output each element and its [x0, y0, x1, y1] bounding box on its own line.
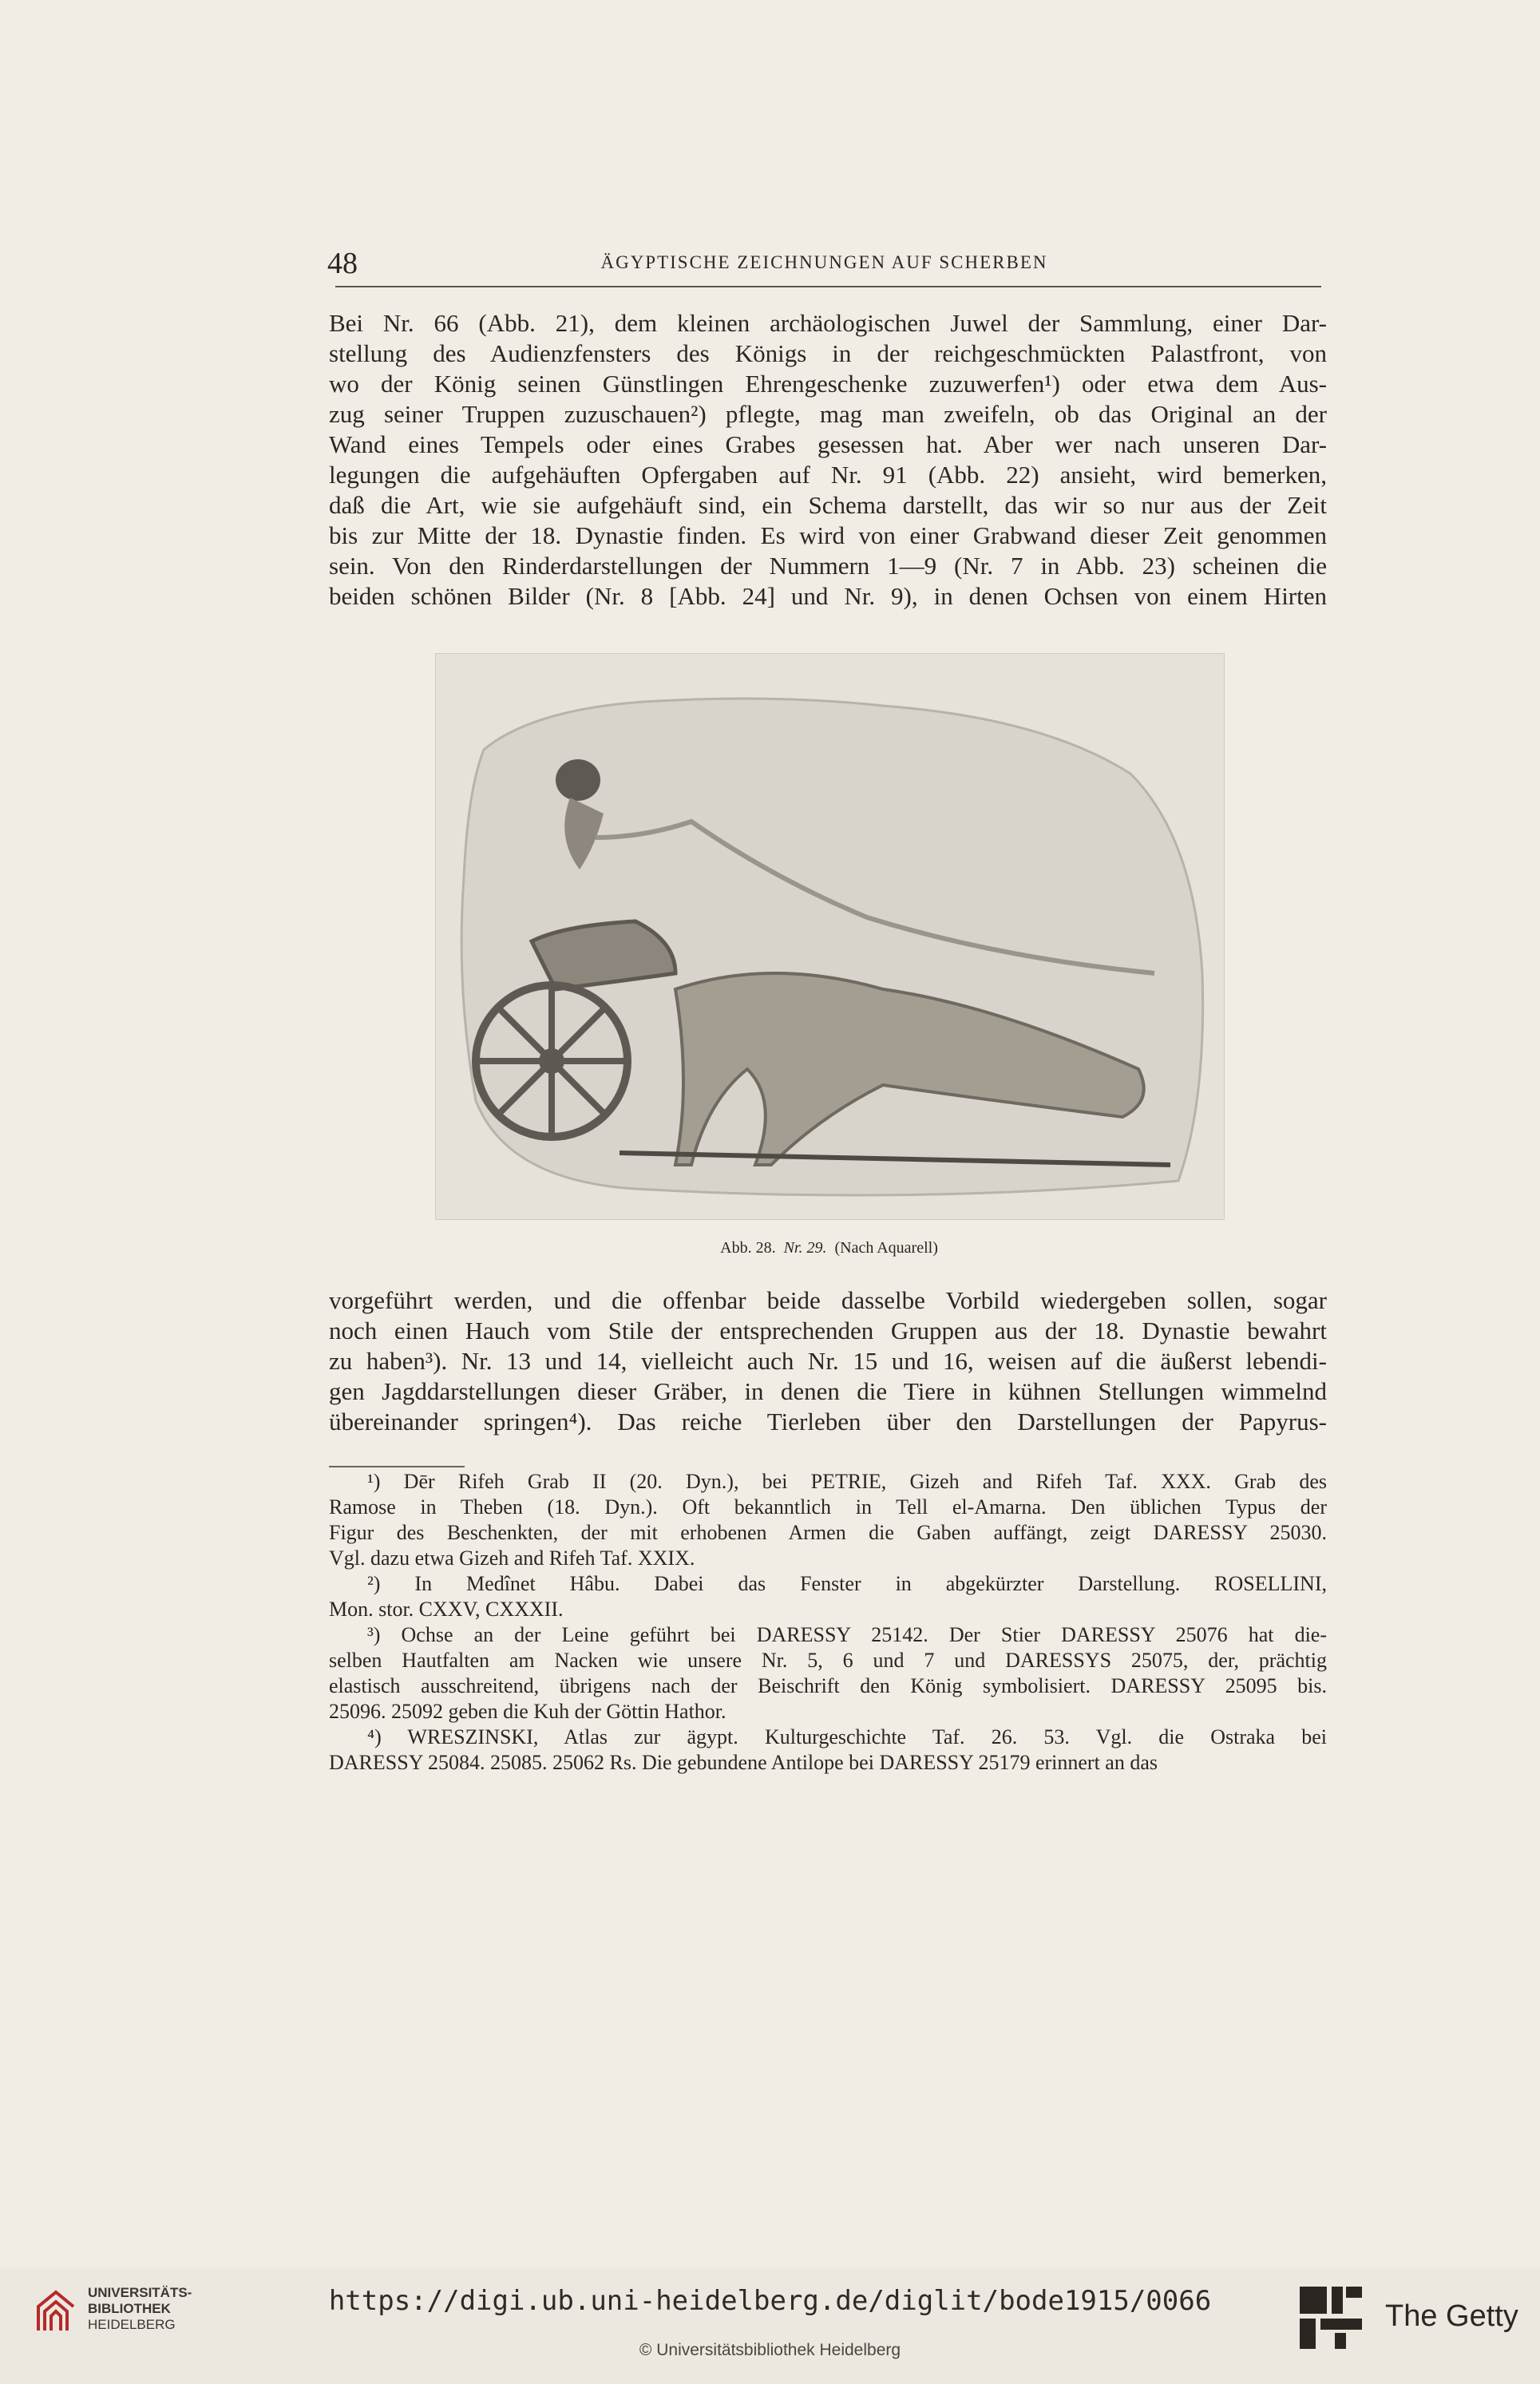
- footnote: [329, 1622, 1327, 1725]
- footnote-line: Ramose in Theben (18. Dyn.). Oft bekanntlich in Tell el-Amarna. Den üblichen Typus der: [329, 1495, 1327, 1519]
- footnote-line: ⁴) WRESZINSKI, Atlas zur ägypt. Kulturgeschichte Taf. 26. 53. Vgl. die Ostraka bei: [367, 1725, 1327, 1748]
- figure-head: [556, 759, 600, 801]
- body-paragraph-1: [329, 308, 1327, 612]
- running-head: ÄGYPTISCHE ZEICHNUNGEN AUF SCHERBEN: [600, 252, 1048, 272]
- page-number: 48: [327, 247, 358, 280]
- text-line: sein. Von den Rinderdarstellungen der Nummern 1—9 (Nr. 7 in Abb. 23) scheinen die: [329, 552, 1327, 580]
- text-line: noch einen Hauch vom Stile der entsprechenden Gruppen aus der 18. Dynastie bewahrt: [329, 1317, 1327, 1344]
- copyright-notice: © Universitätsbibliothek Heidelberg: [639, 2341, 901, 2359]
- ub-line-2: BIBLIOTHEK: [88, 2301, 171, 2316]
- footnote-line: Figur des Beschenkten, der mit erhobenen Armen die Gaben auffängt, zeigt DARESSY 25030.: [329, 1521, 1327, 1544]
- text-line: beiden schönen Bilder (Nr. 8 [Abb. 24] und Nr. 9), in denen Ochsen von einem Hirten: [329, 582, 1327, 610]
- text-line: stellung des Audienzfensters des Königs in der reichgeschmückten Palastfront, von: [329, 339, 1327, 367]
- text-line: Wand eines Tempels oder eines Grabes gesessen hat. Aber wer nach unseren Dar-: [329, 430, 1327, 458]
- caption-prefix: Abb. 28.: [720, 1239, 776, 1257]
- page-header: [327, 246, 1321, 281]
- footnote: [329, 1469, 1327, 1571]
- ub-line-1: UNIVERSITÄTS-: [88, 2285, 192, 2300]
- text-line: wo der König seinen Günstlingen Ehrengeschenke zuzuwerfen¹) oder etwa dem Aus-: [329, 370, 1327, 398]
- body-paragraph-2: [329, 1285, 1327, 1437]
- footnotes: [329, 1469, 1327, 1776]
- footnote-rule: [329, 1466, 465, 1467]
- ostracon-drawing: [436, 654, 1224, 1219]
- text-line: zu haben³). Nr. 13 und 14, vielleicht auch Nr. 15 und 16, weisen auf die äußerst lebendi-: [329, 1347, 1327, 1375]
- footnote: [329, 1725, 1327, 1776]
- text-line: zug seiner Truppen zuzuschauen²) pflegte, mag man zweifeln, ob das Original an der: [329, 400, 1327, 428]
- footnote-line: Vgl. dazu etwa Gizeh and Rifeh Taf. XXIX.: [329, 1546, 695, 1570]
- figure-caption: [435, 1239, 1223, 1257]
- getty-logo-icon: [1295, 2282, 1367, 2354]
- text-line: legungen die aufgehäuften Opfergaben auf Nr. 91 (Abb. 22) ansieht, wird bemerken,: [329, 461, 1327, 489]
- text-line: vorgeführt werden, und die offenbar beide dasselbe Vorbild wiedergeben sollen, sogar: [329, 1286, 1327, 1314]
- permalink-url[interactable]: https://digi.ub.uni-heidelberg.de/diglit/bode1915/0066: [328, 2285, 1212, 2317]
- footnote-line: selben Hautfalten am Nacken wie unsere Nr. 5, 6 und 7 und DARESSYS 25075, der, prächtig: [329, 1649, 1327, 1672]
- footnote-line: Mon. stor. CXXV, CXXXII.: [329, 1598, 564, 1621]
- getty-name: The Getty: [1385, 2299, 1518, 2333]
- caption-suffix: (Nach Aquarell): [834, 1239, 938, 1257]
- footnote-line: elastisch ausschreitend, übrigens nach der Beischrift den König symbolisiert. DARESSY 25095 bis.: [329, 1674, 1327, 1697]
- footnote-line: ³) Ochse an der Leine geführt bei DARESSY 25142. Der Stier DARESSY 25076 hat die-: [367, 1623, 1327, 1646]
- text-line: gen Jagddarstellungen dieser Gräber, in denen die Tiere in kühnen Stellungen wimmelnd: [329, 1377, 1327, 1405]
- footnote-line: 25096. 25092 geben die Kuh der Göttin Hathor.: [329, 1700, 726, 1723]
- text-line: daß die Art, wie sie aufgehäuft sind, ein Schema darstellt, das wir so nur aus der Zeit: [329, 491, 1327, 519]
- text-line: Bei Nr. 66 (Abb. 21), dem kleinen archäologischen Juwel der Sammlung, einer Dar-: [329, 309, 1327, 337]
- figure-chariot-ostracon: [435, 653, 1225, 1220]
- footnote-line: ²) In Medînet Hâbu. Dabei das Fenster in abgekürzter Darstellung. ROSELLINI,: [367, 1572, 1327, 1595]
- footnote-line: ¹) Dēr Rifeh Grab II (20. Dyn.), bei PETRIE, Gizeh and Rifeh Taf. XXX. Grab des: [367, 1470, 1327, 1493]
- footnote-line: DARESSY 25084. 25085. 25062 Rs. Die gebundene Antilope bei DARESSY 25179 erinnert an das: [329, 1751, 1158, 1774]
- header-rule: [335, 286, 1321, 287]
- footnote: [329, 1571, 1327, 1622]
- ub-line-3: HEIDELBERG: [88, 2317, 176, 2332]
- text-line: übereinander springen⁴). Das reiche Tierleben über den Darstellungen der Papyrus-: [329, 1408, 1327, 1436]
- text-line: bis zur Mitte der 18. Dynastie finden. Es wird von einer Grabwand dieser Zeit genommen: [329, 521, 1327, 549]
- caption-number: Nr. 29.: [783, 1239, 827, 1257]
